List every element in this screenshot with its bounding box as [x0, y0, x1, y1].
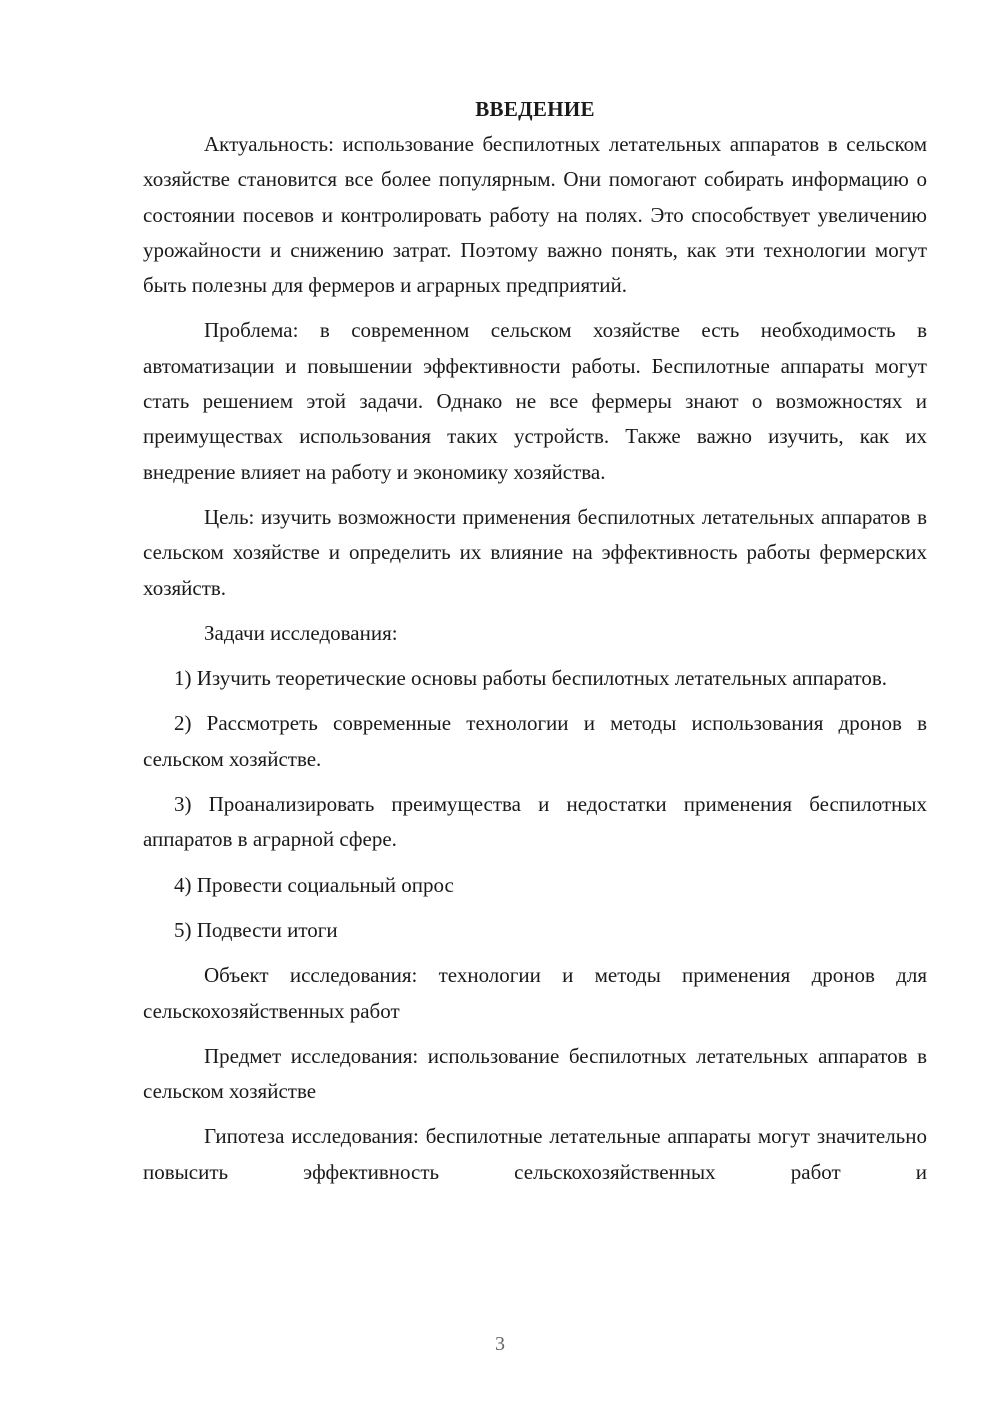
page-number: 3: [495, 1333, 505, 1355]
task-item-3: 3) Проанализировать преимущества и недостатки применения беспилотных аппаратов в аграрной сфере.: [143, 792, 927, 852]
document-title: ВВЕДЕНИЕ: [475, 97, 595, 121]
paragraph-tasks-heading: Задачи исследования:: [204, 620, 398, 645]
task-item-1: 1) Изучить теоретические основы работы беспилотных летательных аппаратов.: [174, 666, 888, 691]
task-item-5: 5) Подвести итоги: [174, 917, 338, 942]
task-item-2: 2) Рассмотреть современные технологии и методы использования дронов в сельском хозяйстве.: [143, 711, 927, 771]
document-page: [143, 92, 927, 1200]
task-item-4: 4) Провести социальный опрос: [174, 872, 454, 897]
paragraph-subject: Предмет исследования: использование беспилотных летательных аппаратов в сельском хозяйстве: [143, 1043, 927, 1104]
paragraph-object: Объект исследования: технологии и методы применения дронов для сельскохозяйственных работ: [143, 963, 927, 1023]
paragraph-hypothesis: Гипотеза исследования: беспилотные летательные аппараты могут значительно повысить эффективность сельскохозяйственных работ и: [143, 1124, 927, 1184]
paragraph-problem: Проблема: в современном сельском хозяйстве есть необходимость в автоматизации и повышении эффективности работы. Беспилотные аппараты могут стать решением этой задачи. Однако не все фермеры знают о возможностях и преимуществах использования таких устройств. Также важно изучить, как их внедрение влияет на работу и экономику хозяйства.: [143, 318, 927, 484]
paragraph-relevance: Актуальность: использование беспилотных летательных аппаратов в сельском хозяйстве становится все более популярным. Они помогают собирать информацию о состоянии посевов и контролировать работу на полях. Это способствует увеличению урожайности и снижению затрат. Поэтому важно понять, как эти технологии могут быть полезны для фермеров и аграрных предприятий.: [143, 132, 927, 298]
paragraph-goal: Цель: изучить возможности применения беспилотных летательных аппаратов в сельском хозяйстве и определить их влияние на эффективность работы фермерских хозяйств.: [143, 504, 927, 600]
